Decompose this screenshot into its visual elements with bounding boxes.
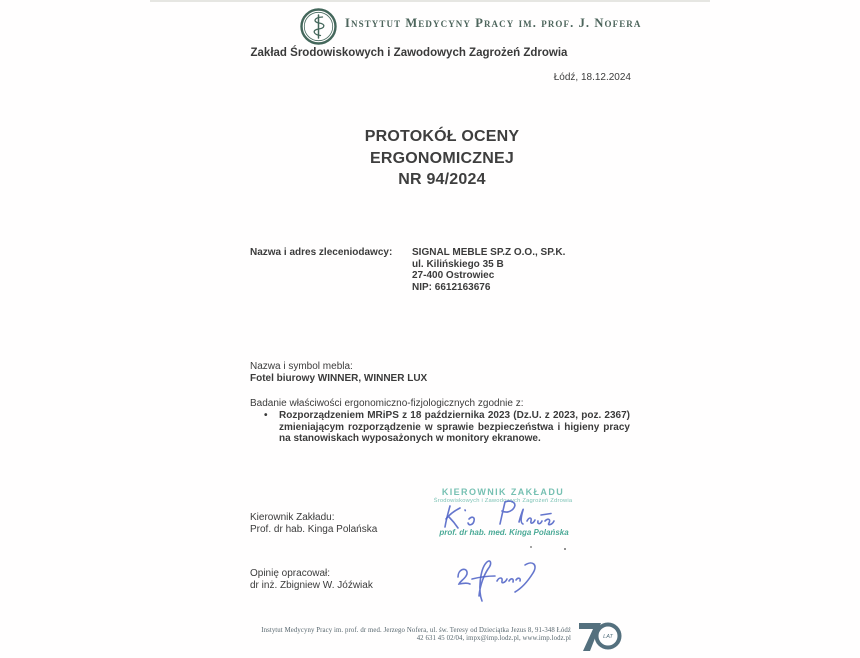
footer-address	[240, 627, 571, 644]
client-name: SIGNAL MEBLE SP.Z O.O., SP.K.	[412, 247, 566, 258]
regulation-text: Rozporządzeniem MRiPS z 18 października 2023 (Dz.U. z 2023, poz. 2367) zmieniającym rozporządzenie w sprawie bezpieczeństwa i higieny pracy na stanowiskach wyposażonych w monitory ekranowe.	[279, 410, 630, 444]
footer-contact-line: 42 631 45 02/04, impx@imp.lodz.pl, www.imp.lodz.pl	[416, 635, 571, 643]
scan-edge-line	[150, 0, 710, 2]
client-label: Nazwa i adres zleceniodawcy:	[250, 247, 393, 258]
anniversary-lat-label: LAT	[603, 634, 613, 640]
head-name: Prof. dr hab. Kinga Polańska	[250, 524, 378, 535]
70-lat-anniversary-logo	[577, 617, 623, 654]
scan-artifact-dot	[564, 548, 566, 550]
document-title	[242, 126, 642, 191]
opinion-author-labels	[250, 568, 373, 592]
title-line-2: ERGONOMICZNEJ	[370, 149, 514, 167]
footer-address-line: Instytut Medycyny Pracy im. prof. dr med. Jerzego Nofera, ul. św. Teresy od Dzieciątka Jezus 8, 91-348 Łódź	[261, 627, 571, 634]
rod-of-asclepius-icon	[299, 7, 338, 46]
furniture-value: Fotel biurowy WINNER, WINNER LUX	[250, 373, 428, 384]
title-line-1: PROTOKÓŁ OCENY	[364, 128, 520, 145]
place-and-date: Łódź, 18.12.2024	[553, 72, 631, 83]
head-role-label: Kierownik Zakładu:	[250, 512, 335, 523]
client-city: 27-400 Ostrowiec	[412, 270, 495, 281]
author-role-label: Opinię opracował:	[250, 568, 331, 579]
client-address-block	[412, 247, 565, 293]
regulation-bullet-item	[264, 410, 630, 445]
furniture-label: Nazwa i symbol mebla:	[250, 361, 353, 372]
handwritten-signature-head	[438, 497, 568, 537]
stamp-department-line: Środowiskowych i Zawodowych Zagrożeń Zdrowia	[433, 498, 573, 504]
client-street: ul. Kilińskiego 35 B	[412, 258, 504, 270]
stamp-name-line: prof. dr hab. med. Kinga Polańska	[439, 528, 569, 537]
bullet-marker: •	[264, 410, 268, 421]
scan-artifact-dot	[530, 546, 532, 548]
department-head-labels	[250, 512, 377, 536]
handwritten-signature-author	[452, 555, 540, 607]
institute-name: Instytut Medycyny Pracy im. prof. J. Nofera	[345, 16, 642, 30]
title-line-3: NR 94/2024	[398, 171, 486, 188]
author-name: dr inż. Zbigniew W. Jóźwiak	[250, 580, 373, 591]
client-nip: NIP: 6612163676	[412, 281, 491, 293]
stamp-role-line: KIEROWNIK ZAKŁADU	[441, 487, 565, 497]
department-name: Zakład Środowiskowych i Zawodowych Zagrożeń Zdrowia	[250, 47, 568, 59]
study-intro: Badanie właściwości ergonomiczno-fizjologicznych zgodnie z:	[250, 398, 524, 409]
